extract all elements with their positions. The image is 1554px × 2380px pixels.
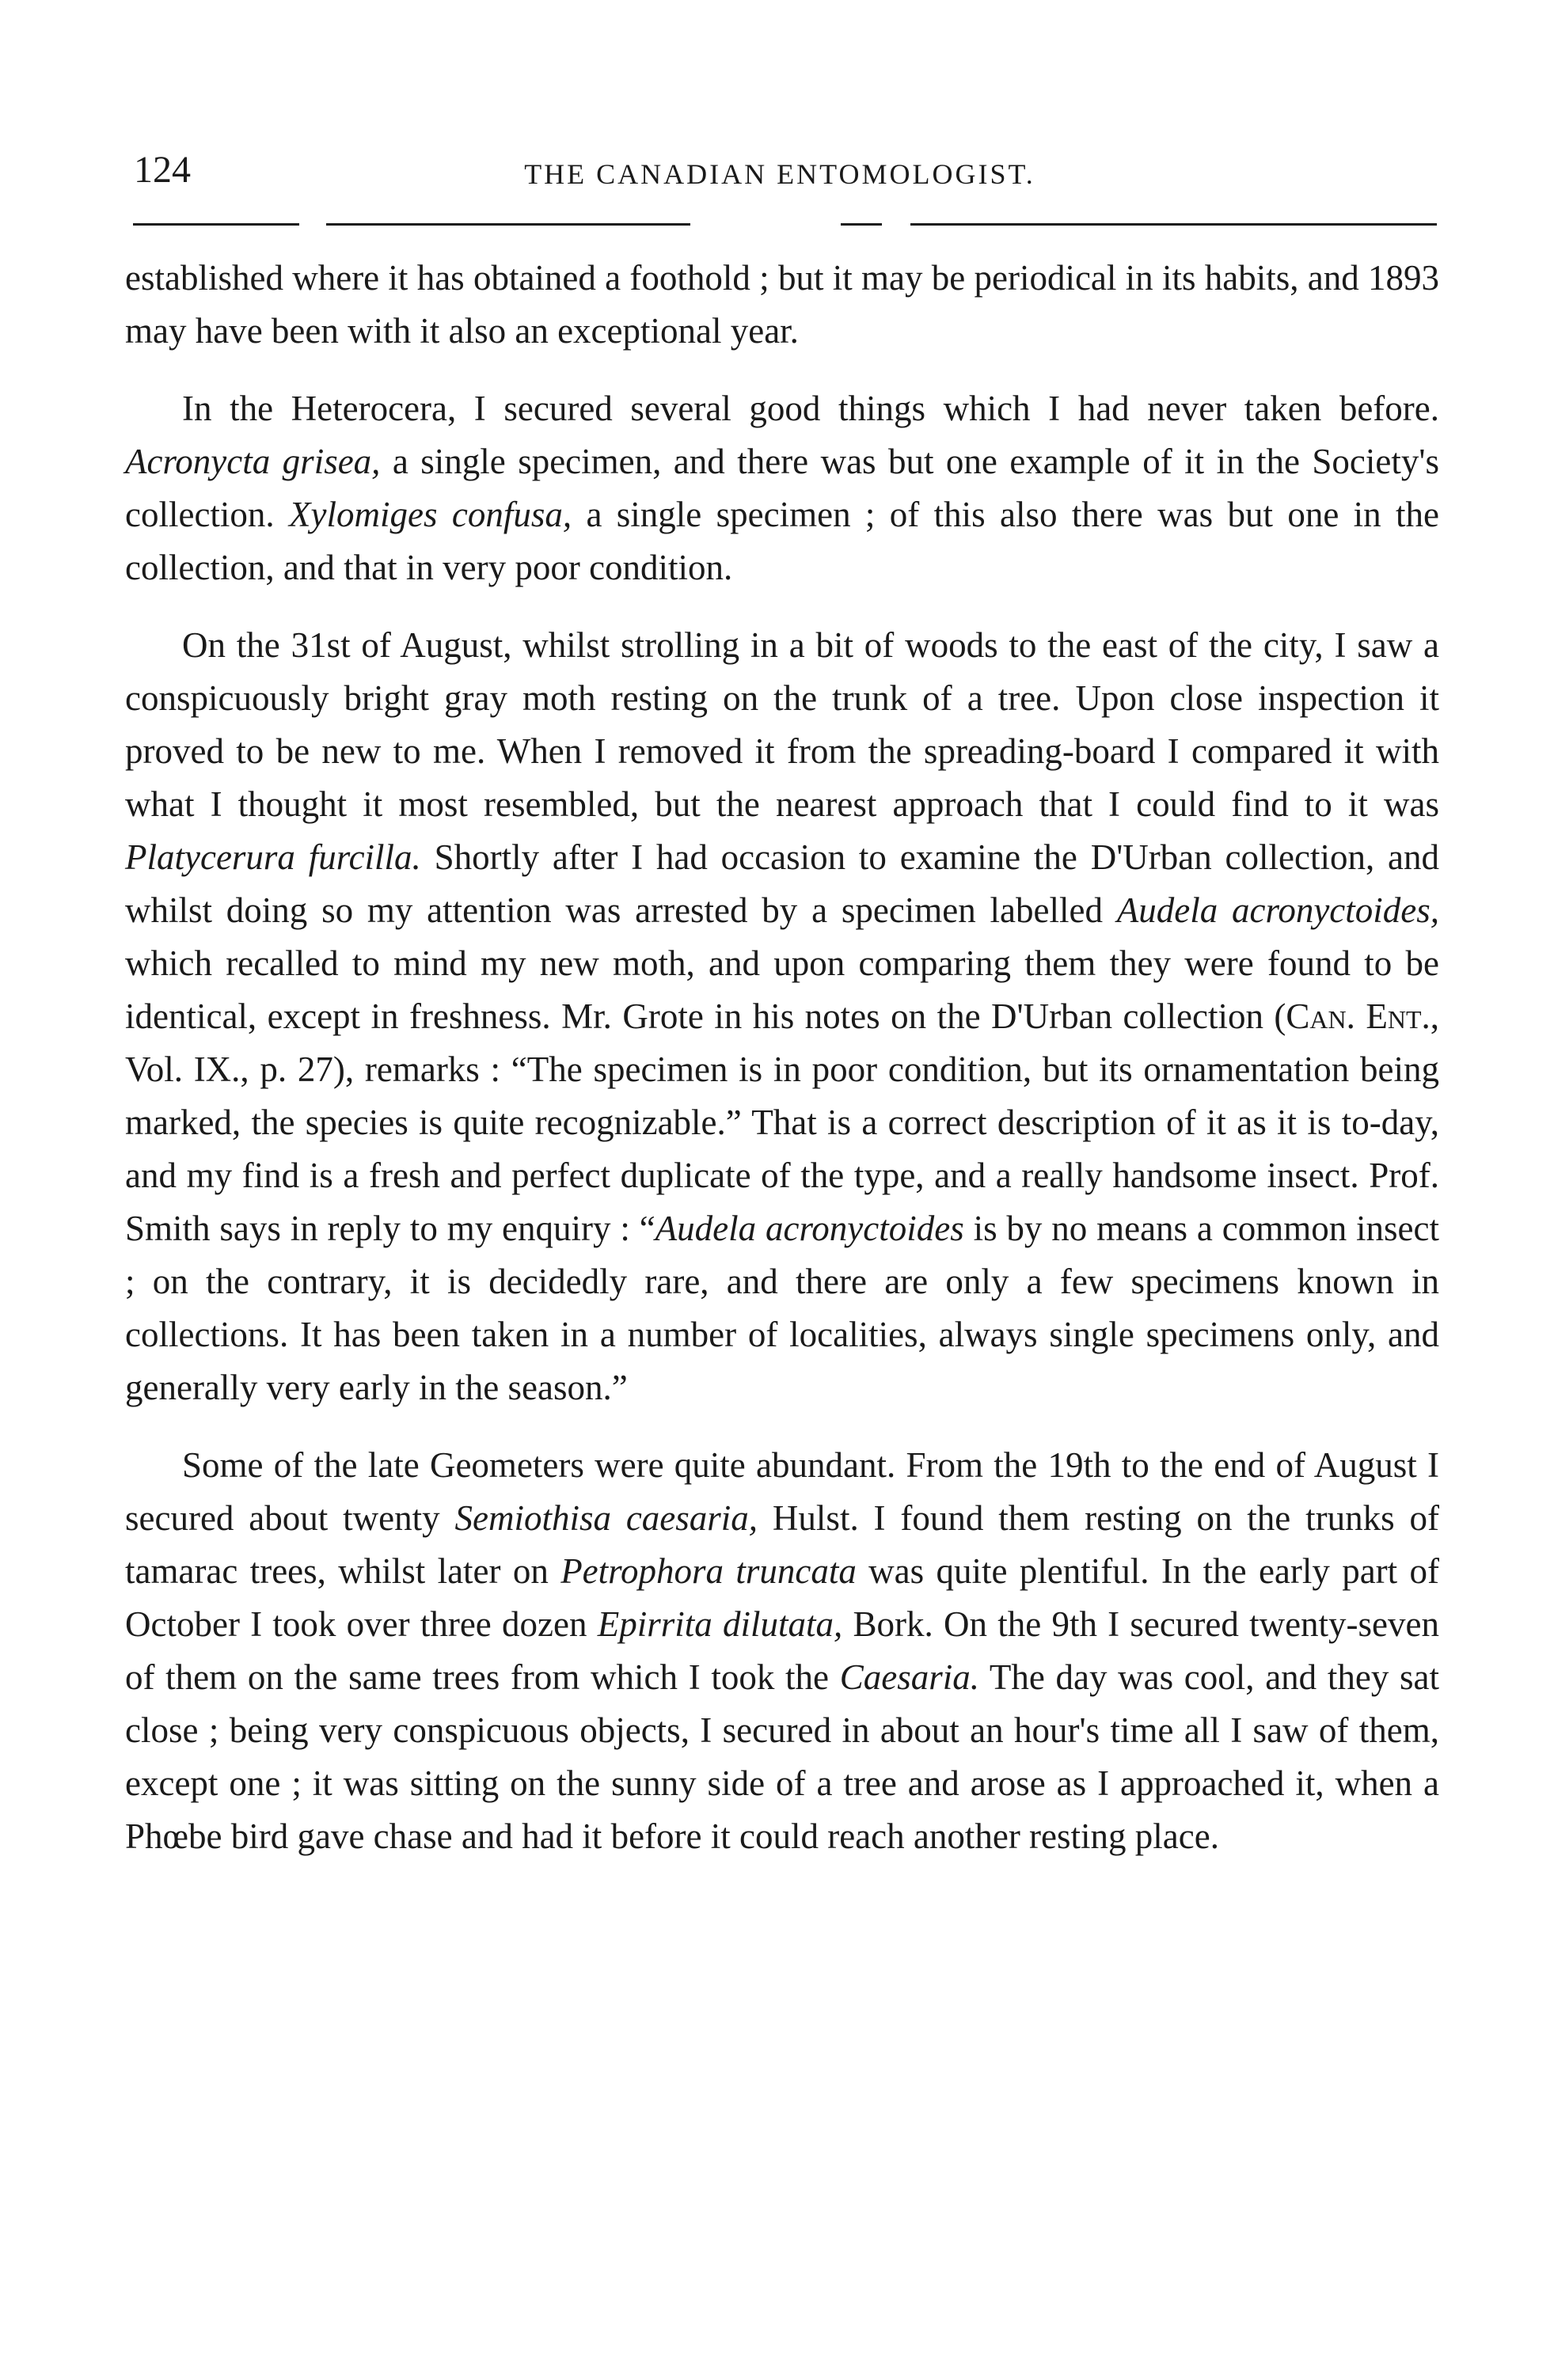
- page-number: 124: [134, 149, 191, 191]
- species-name: Platycerura furcilla.: [125, 837, 421, 877]
- body-text: [125, 252, 1439, 1863]
- text-run: On the 31st of August, whilst strolling in a bit of woods to the east of the city, I saw a conspicuously bright gray moth resting on the trunk of a tree. Upon close inspection it proved to be new to me. When I removed it from the spreading-board I compared it with what I thought it most resembled, but the nearest approach that I could find to it was: [125, 625, 1439, 824]
- text-run: was quite plentiful. In the early part of October I took over three dozen: [125, 1551, 1439, 1644]
- species-name: Audela acronyctoides: [655, 1209, 964, 1248]
- text-run: Hulst. I found them resting on the trunks of tamarac trees, whilst later on: [125, 1498, 1440, 1591]
- text-run: , Vol. IX., p. 27), remarks : “The specimen is in poor condition, but its ornamentation being marked, the species is quite recognizable.” That is a correct description of it as it is to-day, and my find is a fresh and perfect duplicate of the type, and a really handsome insect. Prof. Smith says in reply to my enquiry : “: [125, 996, 1439, 1248]
- paragraph-geometers: [125, 1439, 1439, 1863]
- species-name: Xylomiges confusa,: [289, 495, 572, 534]
- text-run: which recalled to mind my new moth, and upon comparing them they were found to be identical, except in freshness. Mr. Grote in his notes on the D'Urban collection (: [125, 943, 1439, 1036]
- paragraph-continuation: [125, 252, 1439, 358]
- header-rule-segment: [841, 223, 882, 226]
- species-name: Petrophora truncata: [560, 1551, 857, 1591]
- species-name: Acronycta grisea,: [125, 442, 381, 481]
- paragraph-audela: [125, 619, 1439, 1414]
- text-run: a single specimen ; of this also there was but one in the collection, and that in very poor condition.: [125, 495, 1440, 587]
- species-name: Epirrita dilutata,: [597, 1604, 843, 1644]
- paragraph-heterocera: [125, 382, 1439, 594]
- text-run: established where it has obtained a foothold ; but it may be periodical in its habits, and 1893 may have been with it also an exceptional year.: [125, 258, 1439, 351]
- text-run: In the Heterocera, I secured several good things which I had never taken before.: [182, 389, 1439, 428]
- running-title: THE CANADIAN ENTOMOLOGIST.: [524, 158, 1035, 190]
- text-run: The day was cool, and they sat close ; being very conspicuous objects, I secured in about an hour's time all I saw of them, except one ; it was sitting on the sunny side of a tree and arose as I approached it, when a Phœbe bird gave chase and had it before it could reach another resting place.: [125, 1657, 1439, 1856]
- species-name: Audela acronyctoides,: [1116, 890, 1440, 930]
- page-header: [123, 146, 1437, 202]
- species-name: Caesaria.: [839, 1657, 979, 1697]
- text-run: Shortly after I had occasion to examine the D'Urban collection, and whilst doing so my attention was arrested by a specimen labelled: [125, 837, 1439, 930]
- text-run: Some of the late Geometers were quite abundant. From the 19th to the end of August I secured about twenty: [125, 1445, 1439, 1538]
- header-rule-segment: [910, 223, 1437, 226]
- journal-abbreviation: Can. Ent.: [1286, 996, 1431, 1036]
- text-run: Bork. On the 9th I secured twenty-seven of them on the same trees from which I took the: [125, 1604, 1439, 1697]
- species-name: Semiothisa caesaria,: [454, 1498, 758, 1538]
- text-run: is by no means a common insect ; on the contrary, it is decidedly rare, and there are only a few specimens known in collections. It has been taken in a number of localities, always single specimens only, and generally very early in the season.”: [125, 1209, 1440, 1407]
- text-run: a single specimen, and there was but one example of it in the Society's collection.: [125, 442, 1439, 534]
- header-rule-segment: [133, 223, 299, 226]
- header-rule-segment: [326, 223, 690, 226]
